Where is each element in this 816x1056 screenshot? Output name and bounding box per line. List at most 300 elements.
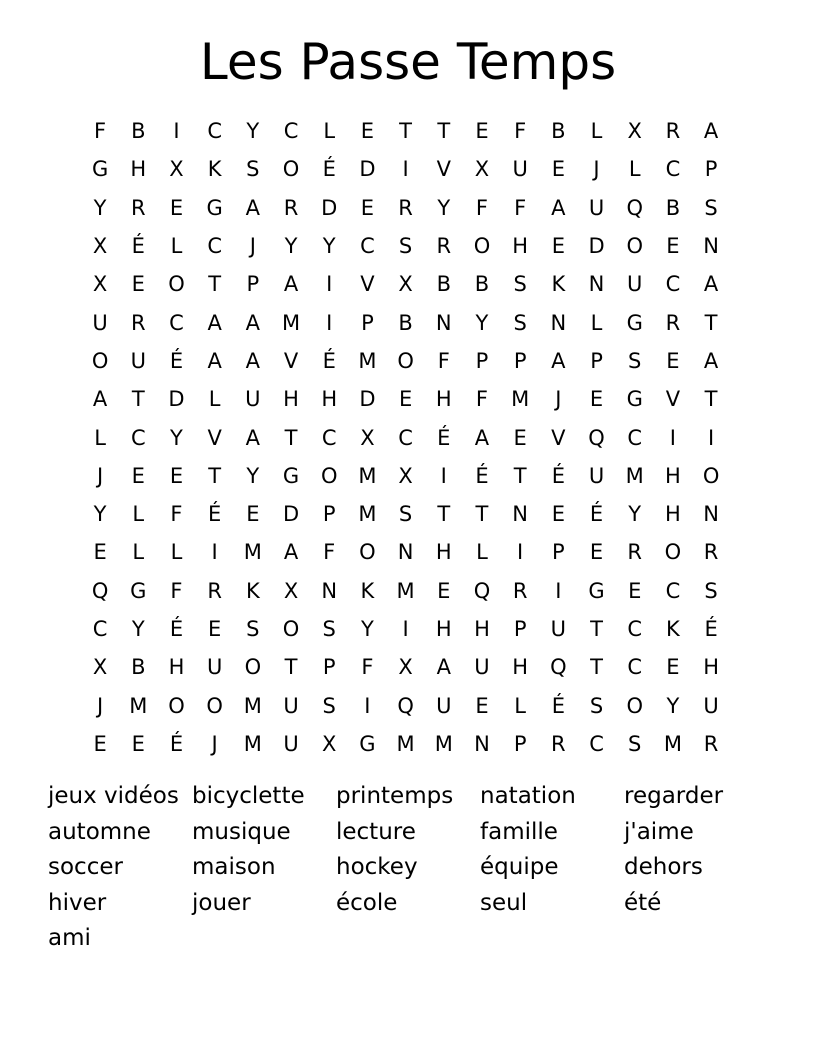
word-list-item: hiver <box>48 889 107 916</box>
grid-cell[interactable]: Q <box>91 578 109 603</box>
grid-cell[interactable]: G <box>588 578 605 603</box>
grid-cell[interactable]: I <box>326 310 333 335</box>
word-list-item: hockey <box>336 854 418 880</box>
grid-cell[interactable]: N <box>321 578 338 603</box>
grid-cell[interactable]: H <box>435 617 452 641</box>
grid-cell[interactable]: X <box>169 157 184 182</box>
grid-cell[interactable]: G <box>359 731 376 756</box>
grid-cell[interactable]: U <box>512 157 528 182</box>
grid-cell[interactable]: I <box>364 693 371 718</box>
grid-cell[interactable]: D <box>359 157 376 182</box>
grid-cell[interactable]: É <box>322 348 336 373</box>
grid-cell[interactable]: É <box>551 693 565 718</box>
grid-cell[interactable]: L <box>323 119 336 144</box>
grid-cell[interactable]: B <box>665 195 681 220</box>
grid-cell[interactable]: Q <box>397 693 414 718</box>
grid-cell[interactable]: U <box>283 731 299 756</box>
grid-cell[interactable]: Y <box>437 195 451 220</box>
grid-cell[interactable]: P <box>513 731 527 756</box>
grid-cell[interactable]: K <box>245 578 260 603</box>
grid-cell[interactable]: K <box>360 578 375 603</box>
grid-cell[interactable]: C <box>92 617 108 641</box>
grid-cell[interactable]: O <box>168 272 185 297</box>
grid-cell[interactable]: Y <box>93 195 107 220</box>
grid-cell[interactable]: Q <box>550 655 567 680</box>
grid-cell[interactable]: P <box>704 157 718 182</box>
grid-cell[interactable]: B <box>436 272 451 297</box>
word-list-item: maison <box>192 854 276 880</box>
grid-cell[interactable]: H <box>703 655 719 680</box>
grid-cell[interactable]: E <box>666 348 680 373</box>
grid-cell[interactable]: T <box>131 387 145 412</box>
grid-cell[interactable]: F <box>475 195 489 220</box>
grid-cell[interactable]: V <box>207 425 222 450</box>
grid-cell[interactable]: X <box>398 655 413 680</box>
grid-cell[interactable]: H <box>474 617 490 641</box>
grid-cell[interactable]: P <box>322 655 336 680</box>
grid-cell[interactable]: I <box>402 157 409 182</box>
grid-cell[interactable]: T <box>208 463 222 488</box>
grid-cell[interactable]: C <box>627 425 643 450</box>
grid-cell[interactable]: C <box>665 272 681 297</box>
grid-cell[interactable]: A <box>283 540 299 565</box>
grid-cell[interactable]: S <box>589 693 604 718</box>
grid-cell[interactable]: M <box>243 540 262 565</box>
grid-cell[interactable]: M <box>358 502 377 527</box>
grid-cell[interactable]: M <box>396 731 415 756</box>
grid-cell[interactable]: A <box>245 310 261 335</box>
grid-cell[interactable]: U <box>474 655 490 680</box>
grid-cell[interactable]: M <box>358 348 377 373</box>
grid-cell[interactable]: M <box>243 693 262 718</box>
grid-cell[interactable]: Y <box>246 463 260 488</box>
grid-cell[interactable]: A <box>551 195 566 220</box>
grid-cell[interactable]: A <box>245 425 261 450</box>
grid-cell[interactable]: C <box>627 655 643 680</box>
grid-cell[interactable]: Y <box>360 617 374 641</box>
grid-cell[interactable]: L <box>590 119 603 144</box>
grid-cell[interactable]: O <box>397 348 414 373</box>
grid-cell[interactable]: C <box>321 425 337 450</box>
grid-cell[interactable]: O <box>664 540 682 565</box>
grid-cell[interactable]: L <box>590 310 603 335</box>
grid-cell[interactable]: I <box>555 578 562 603</box>
grid-cell[interactable]: N <box>588 272 605 297</box>
grid-cell[interactable]: F <box>514 119 527 144</box>
grid-cell[interactable]: X <box>283 578 299 603</box>
grid-cell[interactable]: X <box>92 272 108 297</box>
grid-cell[interactable]: C <box>589 731 604 756</box>
grid-cell[interactable]: É <box>169 348 184 373</box>
grid-cell[interactable]: A <box>703 272 719 297</box>
grid-cell[interactable]: G <box>91 157 109 182</box>
grid-cell[interactable]: É <box>551 463 565 488</box>
grid-cell[interactable]: T <box>437 502 451 527</box>
grid-cell[interactable]: J <box>96 463 104 488</box>
grid-cell[interactable]: H <box>665 463 681 488</box>
grid-cell[interactable]: N <box>703 502 719 527</box>
grid-cell[interactable]: A <box>436 655 451 680</box>
grid-cell[interactable]: P <box>590 348 603 373</box>
grid-cell[interactable]: C <box>398 425 413 450</box>
grid-cell[interactable]: T <box>704 310 718 335</box>
grid-cell[interactable]: A <box>207 348 222 373</box>
word-list-item: printemps <box>336 783 454 809</box>
grid-cell[interactable]: É <box>131 234 145 259</box>
word-list-item: jeux vidéos <box>48 783 179 809</box>
grid-cell[interactable]: E <box>551 157 565 182</box>
grid-cell[interactable]: F <box>475 387 489 412</box>
grid-cell[interactable]: K <box>551 272 566 297</box>
grid-cell[interactable]: S <box>398 234 413 259</box>
grid-cell[interactable]: É <box>169 731 184 756</box>
grid-cell[interactable]: O <box>359 540 376 565</box>
grid-cell[interactable]: É <box>208 502 222 527</box>
grid-cell[interactable]: R <box>283 195 299 220</box>
grid-cell[interactable]: R <box>665 310 681 335</box>
grid-cell[interactable]: R <box>130 195 146 220</box>
grid-cell[interactable]: T <box>704 387 718 412</box>
grid-cell[interactable]: G <box>626 310 643 335</box>
grid-cell[interactable]: L <box>132 540 145 565</box>
grid-cell[interactable]: V <box>436 157 451 182</box>
grid-cell[interactable]: P <box>552 540 565 565</box>
grid-cell[interactable]: I <box>211 540 218 565</box>
grid-cell[interactable]: O <box>473 234 491 259</box>
grid-cell[interactable]: É <box>169 617 184 641</box>
grid-cell[interactable]: H <box>435 387 452 412</box>
grid-cell[interactable]: É <box>437 425 451 450</box>
grid-cell[interactable]: R <box>703 731 719 756</box>
grid-cell[interactable]: U <box>436 693 452 718</box>
grid-cell[interactable]: E <box>475 119 489 144</box>
grid-cell[interactable]: I <box>669 425 676 450</box>
grid-cell[interactable]: D <box>168 387 185 412</box>
grid-cell[interactable]: S <box>322 693 336 718</box>
grid-cell[interactable]: Y <box>475 310 489 335</box>
grid-cell[interactable]: T <box>437 119 451 144</box>
grid-cell[interactable]: M <box>511 387 530 412</box>
grid-cell[interactable]: U <box>627 272 643 297</box>
grid-cell[interactable]: A <box>92 387 108 412</box>
grid-cell[interactable]: R <box>207 578 222 603</box>
grid-cell[interactable]: K <box>207 157 222 182</box>
grid-cell[interactable]: N <box>512 502 529 527</box>
grid-cell[interactable]: C <box>130 425 146 450</box>
grid-cell[interactable]: D <box>282 502 300 527</box>
grid-cell[interactable]: T <box>399 119 412 144</box>
grid-cell[interactable]: T <box>208 272 222 297</box>
grid-cell[interactable]: X <box>627 119 642 144</box>
grid-cell[interactable]: E <box>666 655 680 680</box>
grid-cell[interactable]: F <box>437 348 450 373</box>
grid-cell[interactable]: Y <box>284 234 298 259</box>
grid-cell[interactable]: B <box>474 272 490 297</box>
grid-cell[interactable]: F <box>170 578 183 603</box>
grid-cell[interactable]: F <box>361 655 374 680</box>
grid-cell[interactable]: N <box>550 310 567 335</box>
grid-cell[interactable]: I <box>173 119 180 144</box>
grid-cell[interactable]: O <box>282 157 300 182</box>
grid-cell[interactable]: O <box>244 655 262 680</box>
grid-cell[interactable]: C <box>283 119 299 144</box>
word-list-item: soccer <box>48 854 123 880</box>
grid-cell[interactable]: X <box>360 425 375 450</box>
grid-cell[interactable]: Y <box>131 617 145 641</box>
grid-cell[interactable]: M <box>434 731 453 756</box>
grid-cell[interactable]: J <box>249 234 256 259</box>
grid-cell[interactable]: M <box>396 578 415 603</box>
grid-cell[interactable]: V <box>665 387 681 412</box>
grid-cell[interactable]: E <box>437 578 451 603</box>
grid-cell[interactable]: E <box>360 195 375 220</box>
grid-cell[interactable]: H <box>283 387 299 412</box>
word-list-item: ami <box>48 925 91 951</box>
grid-cell[interactable]: E <box>628 578 642 603</box>
grid-cell[interactable]: E <box>551 502 565 527</box>
grid-cell[interactable]: S <box>398 502 413 527</box>
grid-cell[interactable]: É <box>322 157 336 182</box>
grid-cell[interactable]: O <box>320 463 338 488</box>
grid-cell[interactable]: S <box>246 157 260 182</box>
grid-cell[interactable]: E <box>208 617 222 641</box>
grid-cell[interactable]: Q <box>473 578 491 603</box>
grid-cell[interactable]: R <box>703 540 719 565</box>
grid-cell[interactable]: O <box>626 693 643 718</box>
grid-cell[interactable]: L <box>628 157 641 182</box>
grid-cell[interactable]: A <box>245 348 261 373</box>
grid-cell[interactable]: S <box>513 272 527 297</box>
grid-cell[interactable]: E <box>93 540 107 565</box>
grid-cell[interactable]: L <box>208 387 221 412</box>
grid-cell[interactable]: L <box>476 540 488 565</box>
grid-cell[interactable]: R <box>627 540 643 565</box>
grid-cell[interactable]: E <box>360 119 375 144</box>
grid-cell[interactable]: P <box>246 272 260 297</box>
grid-cell[interactable]: H <box>512 234 529 259</box>
grid-cell[interactable]: R <box>665 119 681 144</box>
word-list <box>48 779 768 957</box>
grid-cell[interactable]: S <box>513 310 527 335</box>
grid-cell[interactable]: I <box>402 617 409 641</box>
grid-cell[interactable]: R <box>130 310 146 335</box>
grid-cell[interactable]: C <box>627 617 643 641</box>
grid-cell[interactable]: É <box>589 502 604 527</box>
grid-cell[interactable]: P <box>361 310 374 335</box>
grid-cell[interactable]: V <box>283 348 299 373</box>
grid-cell[interactable]: U <box>92 310 108 335</box>
grid-cell[interactable]: S <box>704 195 718 220</box>
grid-cell[interactable]: E <box>169 463 184 488</box>
grid-cell[interactable]: E <box>93 731 107 756</box>
grid-cell[interactable]: O <box>282 617 300 641</box>
grid-cell[interactable]: N <box>397 540 414 565</box>
grid-cell[interactable]: O <box>702 463 720 488</box>
grid-cell[interactable]: U <box>130 348 146 373</box>
grid-cell[interactable]: H <box>168 655 185 680</box>
grid-cell[interactable]: H <box>512 655 529 680</box>
grid-cell[interactable]: P <box>513 348 527 373</box>
grid-cell[interactable]: G <box>130 578 147 603</box>
grid-cell[interactable]: R <box>551 731 566 756</box>
grid-cell[interactable]: K <box>666 617 680 641</box>
word-list-item: natation <box>480 783 576 809</box>
grid-cell[interactable]: L <box>132 502 145 527</box>
grid-cell[interactable]: X <box>92 234 108 259</box>
grid-cell[interactable]: M <box>625 463 644 488</box>
grid-cell[interactable]: Y <box>628 502 642 527</box>
grid-cell[interactable]: E <box>169 195 184 220</box>
grid-cell[interactable]: E <box>589 387 604 412</box>
grid-cell[interactable]: L <box>170 540 183 565</box>
grid-cell[interactable]: C <box>207 119 222 144</box>
grid-cell[interactable]: U <box>283 693 299 718</box>
grid-cell[interactable]: É <box>475 463 489 488</box>
grid-cell[interactable]: B <box>131 655 146 680</box>
grid-cell[interactable]: J <box>211 731 218 756</box>
grid-cell[interactable]: A <box>551 348 566 373</box>
grid-cell[interactable]: I <box>707 425 715 450</box>
grid-cell[interactable]: E <box>475 693 489 718</box>
grid-cell[interactable]: E <box>589 540 604 565</box>
grid-cell[interactable]: L <box>94 425 106 450</box>
grid-cell[interactable]: E <box>551 234 565 259</box>
grid-cell[interactable]: B <box>398 310 413 335</box>
grid-cell[interactable]: U <box>703 693 719 718</box>
word-list-item: musique <box>192 818 291 845</box>
grid-cell[interactable]: N <box>474 731 490 756</box>
grid-cell[interactable]: T <box>513 463 527 488</box>
grid-cell[interactable]: E <box>398 387 413 412</box>
grid-cell[interactable]: X <box>322 731 337 756</box>
grid-cell[interactable]: F <box>170 502 183 527</box>
grid-cell[interactable]: P <box>513 617 527 641</box>
grid-cell[interactable]: Y <box>246 119 260 144</box>
grid-cell[interactable]: O <box>168 693 185 718</box>
grid-cell[interactable]: M <box>243 731 262 756</box>
grid-cell[interactable]: E <box>131 731 145 756</box>
grid-cell[interactable]: X <box>474 157 490 182</box>
grid-cell[interactable]: H <box>435 540 452 565</box>
grid-cell[interactable]: Y <box>322 234 336 259</box>
grid-cell[interactable]: G <box>626 387 643 412</box>
grid-cell[interactable]: B <box>131 119 146 144</box>
grid-cell[interactable]: J <box>593 157 600 182</box>
grid-cell[interactable]: C <box>665 578 681 603</box>
grid-cell[interactable]: H <box>665 502 681 527</box>
grid-cell[interactable]: A <box>703 348 719 373</box>
grid-cell[interactable]: A <box>245 195 261 220</box>
grid-cell[interactable]: S <box>628 348 642 373</box>
grid-cell[interactable]: I <box>517 540 524 565</box>
grid-cell[interactable]: C <box>360 234 375 259</box>
grid-cell[interactable]: E <box>513 425 527 450</box>
grid-cell[interactable]: R <box>436 234 452 259</box>
grid-cell[interactable]: E <box>666 234 680 259</box>
grid-cell[interactable]: E <box>131 272 145 297</box>
grid-cell[interactable]: A <box>703 119 719 144</box>
grid-cell[interactable]: F <box>323 540 336 565</box>
word-list-item: été <box>624 889 662 916</box>
grid-cell[interactable]: O <box>626 234 643 259</box>
grid-cell[interactable]: C <box>169 310 184 335</box>
grid-cell[interactable]: C <box>207 234 222 259</box>
grid-cell[interactable]: I <box>326 272 333 297</box>
grid-cell[interactable]: X <box>398 463 413 488</box>
grid-cell[interactable]: G <box>282 463 300 488</box>
grid-cell[interactable]: X <box>92 655 108 680</box>
grid-cell[interactable]: U <box>550 617 567 641</box>
grid-cell[interactable]: U <box>245 387 261 412</box>
grid-cell[interactable]: U <box>588 195 605 220</box>
grid-cell[interactable]: S <box>246 617 260 641</box>
grid-cell[interactable]: U <box>588 463 605 488</box>
grid-cell[interactable]: E <box>246 502 260 527</box>
grid-cell[interactable]: B <box>551 119 566 144</box>
grid-cell[interactable]: Q <box>588 425 605 450</box>
grid-cell[interactable]: V <box>551 425 566 450</box>
grid-cell[interactable]: D <box>359 387 376 412</box>
grid-cell[interactable]: R <box>398 195 413 220</box>
grid-cell[interactable]: X <box>398 272 413 297</box>
grid-cell[interactable]: J <box>555 387 562 412</box>
grid-cell[interactable]: O <box>91 348 109 373</box>
grid-cell[interactable]: M <box>358 463 377 488</box>
grid-cell[interactable]: H <box>130 157 147 182</box>
grid-cell[interactable]: V <box>360 272 375 297</box>
grid-cell[interactable]: T <box>475 502 489 527</box>
grid-cell[interactable]: A <box>283 272 299 297</box>
grid-cell[interactable]: P <box>322 502 336 527</box>
grid-cell[interactable]: R <box>512 578 528 603</box>
grid-cell[interactable]: I <box>440 463 447 488</box>
grid-cell[interactable]: F <box>514 195 527 220</box>
grid-cell[interactable]: A <box>207 310 222 335</box>
grid-cell[interactable]: Y <box>666 693 680 718</box>
grid-cell[interactable]: N <box>703 234 719 259</box>
grid-cell[interactable]: J <box>96 693 104 718</box>
grid-cell[interactable]: G <box>206 195 223 220</box>
grid-cell[interactable]: T <box>590 617 603 641</box>
grid-cell[interactable]: T <box>284 655 298 680</box>
grid-cell[interactable]: N <box>435 310 452 335</box>
grid-cell[interactable]: M <box>281 310 301 335</box>
grid-cell[interactable]: H <box>321 387 338 412</box>
grid-cell[interactable]: É <box>704 617 718 641</box>
grid-cell[interactable]: L <box>514 693 526 718</box>
grid-cell[interactable]: M <box>663 731 682 756</box>
grid-cell[interactable]: S <box>628 731 642 756</box>
grid-cell[interactable]: L <box>170 234 183 259</box>
grid-cell[interactable]: T <box>284 425 298 450</box>
grid-cell[interactable]: D <box>588 234 605 259</box>
grid-cell[interactable]: F <box>94 119 107 144</box>
grid-cell[interactable]: E <box>131 463 145 488</box>
grid-cell[interactable]: D <box>321 195 338 220</box>
grid-cell[interactable]: U <box>206 655 223 680</box>
grid-cell[interactable]: M <box>129 693 148 718</box>
grid-cell[interactable]: O <box>206 693 223 718</box>
grid-cell[interactable]: S <box>322 617 336 641</box>
grid-cell[interactable]: Y <box>170 425 183 450</box>
grid-cell[interactable]: T <box>590 655 603 680</box>
grid-cell[interactable]: A <box>474 425 490 450</box>
grid-cell[interactable]: Y <box>93 502 107 527</box>
grid-cell[interactable]: C <box>665 157 681 182</box>
grid-cell[interactable]: Q <box>626 195 643 220</box>
grid-cell[interactable]: S <box>704 578 718 603</box>
grid-cell[interactable]: P <box>475 348 489 373</box>
